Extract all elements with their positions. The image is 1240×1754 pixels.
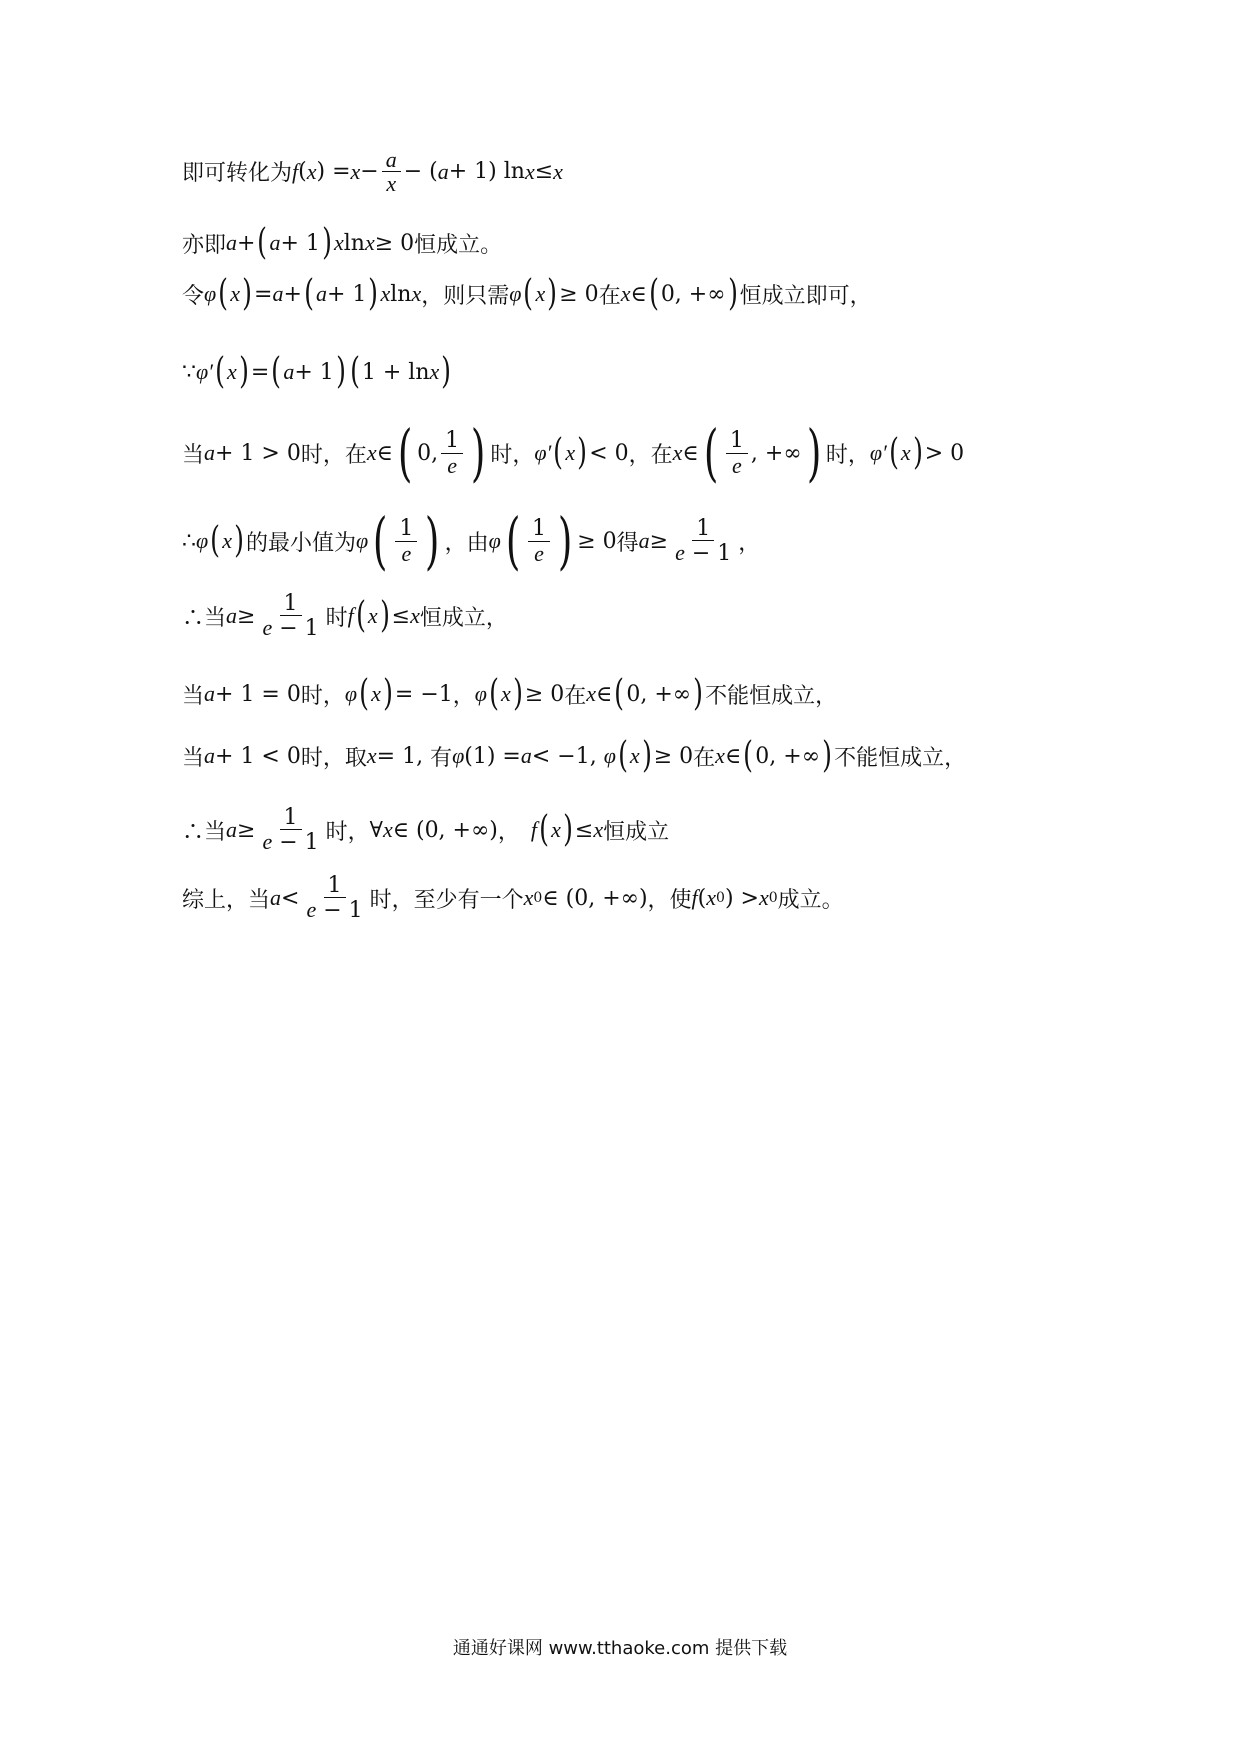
- fraction-1-over-e-minus-1-d: $\frac{1}{e - 1}$: [306, 873, 363, 924]
- line-6: ∴ φ ( x ) 的最小值为 φ ( $\frac{1}{e}$ ) ，由 φ ( $\frac{1}{e}$ ) ≥ 0 得 a ≥ $\frac{1}{e - 1}$ ，: [182, 504, 761, 577]
- line-3: 令 φ ( x ) = a + ( a + 1 ) x ln x ，则只需 φ ( x ) ≥ 0 在 x ∈ ( 0, +∞ ) 恒成立即可，: [182, 273, 872, 314]
- line-2: 亦即 a + ( a + 1 ) x ln x ≥ 0 恒成立。: [182, 222, 503, 263]
- line-9: 当 a + 1 < 0 时，取 x = 1, 有 φ (1) = a < −1, φ ( x ) ≥ 0 在 x ∈ ( 0, +∞ ) 不能恒成立，: [182, 735, 967, 776]
- fraction-1-over-e-minus-1-b: $\frac{1}{e - 1}$: [262, 591, 319, 642]
- fraction-a-over-x: $\frac{a}{x}$: [382, 148, 401, 195]
- line-11: 综上，当 a < $\frac{1}{e - 1}$ 时，至少有一个 x 0 ∈ (0, +∞) ，使 f ( x 0 ) > x 0 成立。: [182, 873, 844, 924]
- fraction-1-over-e-a: $\frac{1}{e}$: [441, 429, 463, 476]
- formula-1a: f: [292, 158, 299, 184]
- line-10: ∴当 a ≥ $\frac{1}{e - 1}$ 时， ∀ x ∈ (0, +∞) ， f ( x ) ≤ x 恒成立: [182, 805, 670, 856]
- line-5: 当 a + 1 > 0 时，在 x ∈ ( 0, $\frac{1}{e}$ ) 时， φ′ ( x ) < 0 ，在 x ∈ ( $\frac{1}{e}$ , +∞ ) 时， φ′ ( x ) > 0: [182, 416, 965, 489]
- line-1: 即可转化为 f ( x ) = x − $\frac{a}{x}$ − ( a + 1) ln x ≤ x: [182, 147, 563, 197]
- fraction-1-over-e-c: $\frac{1}{e}$: [395, 517, 417, 564]
- line-4: ∵ φ′ ( x ) = ( a + 1 ) ( 1 + ln x ): [182, 351, 452, 392]
- fraction-1-over-e-b: $\frac{1}{e}$: [726, 429, 748, 476]
- fraction-1-over-e-minus-1-c: $\frac{1}{e - 1}$: [262, 805, 319, 856]
- fraction-1-over-e-d: $\frac{1}{e}$: [528, 517, 550, 564]
- page-footer: 通通好课网 www.tthaoke.com 提供下载: [452, 1638, 788, 1659]
- line-8: 当 a + 1 = 0 时， φ ( x ) = −1 ， φ ( x ) ≥ 0 在 x ∈ ( 0, +∞ ) 不能恒成立，: [182, 673, 838, 714]
- line-7: ∴当 a ≥ $\frac{1}{e - 1}$ 时 f ( x ) ≤ x 恒成立，: [182, 591, 508, 642]
- fraction-1-over-e-minus-1-a: $\frac{1}{e - 1}$: [675, 515, 732, 566]
